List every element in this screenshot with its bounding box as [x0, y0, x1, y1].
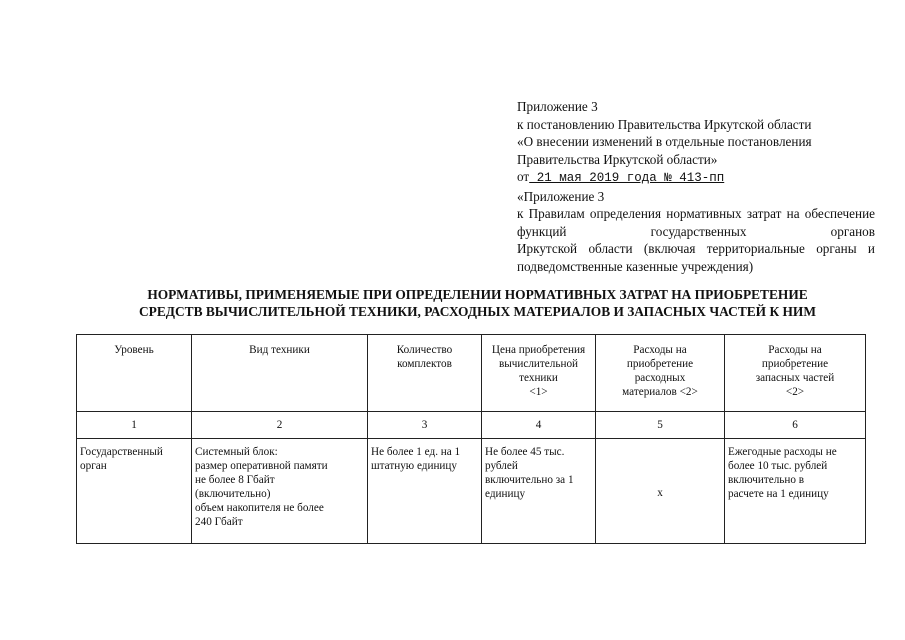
norms-table — [76, 334, 866, 544]
header-appendix-label: Приложение 3 — [517, 99, 598, 114]
appendix-header — [517, 98, 875, 275]
header-spare-parts: Расходы на приобретение запасных частей <2> — [725, 335, 866, 412]
table-column-numbers-row — [77, 412, 866, 439]
table-header-row — [77, 335, 866, 412]
header-price: Цена приобретения вычислительной техники <1> — [482, 335, 596, 412]
document-title-line-1: НОРМАТИВЫ, ПРИМЕНЯЕМЫЕ ПРИ ОПРЕДЕЛЕНИИ НОРМАТИВНЫХ ЗАТРАТ НА ПРИОБРЕТЕНИЕ — [147, 287, 808, 302]
document-title-line-2: СРЕДСТВ ВЫЧИСЛИТЕЛЬНОЙ ТЕХНИКИ, РАСХОДНЫХ МАТЕРИАЛОВ И ЗАПАСНЫХ ЧАСТЕЙ К НИМ — [139, 304, 816, 319]
column-number: 5 — [596, 412, 725, 439]
cell-level: Государственный орган — [77, 439, 192, 544]
cell-price: Не более 45 тыс. рублей включительно за 1 единицу — [482, 439, 596, 544]
table-row — [77, 439, 866, 544]
cell-equipment-type: Системный блок: размер оперативной памяти не более 8 Гбайт (включительно) объем накопителя не более 240 Гбайт — [192, 439, 368, 544]
header-resolution-ref: к постановлению Правительства Иркутской области — [517, 116, 812, 132]
header-equipment-type: Вид техники — [192, 335, 368, 412]
cell-quantity: Не более 1 ед. на 1 штатную единицу — [368, 439, 482, 544]
column-number: 2 — [192, 412, 368, 439]
header-rules-ref-rest: Иркутской области (включая территориальные органы и подведомственные казенные учреждения) — [517, 241, 875, 274]
header-date-line — [517, 168, 875, 188]
document-title — [60, 286, 895, 320]
cell-spare-parts: Ежегодные расходы не более 10 тыс. рублей включительно в расчете на 1 единицу — [725, 439, 866, 544]
column-number: 3 — [368, 412, 482, 439]
column-number: 4 — [482, 412, 596, 439]
header-consumables: Расходы на приобретение расходных материалов <2> — [596, 335, 725, 412]
header-date-prefix: от — [517, 169, 530, 184]
header-resolution-title-1: «О внесении изменений в отдельные постановления — [517, 134, 812, 149]
cell-consumables: х — [596, 439, 725, 544]
header-date-value: 21 мая 2019 года № 413-пп — [529, 171, 725, 185]
column-number: 6 — [725, 412, 866, 439]
header-level: Уровень — [77, 335, 192, 412]
header-quantity: Количество комплектов — [368, 335, 482, 412]
header-rules-ref-first: к Правилам определения нормативных затрат на обеспечение функций государственных органов — [517, 206, 875, 239]
header-resolution-title-2: Правительства Иркутской области» — [517, 151, 718, 167]
header-inner-appendix-label: «Приложение 3 — [517, 188, 605, 204]
column-number: 1 — [77, 412, 192, 439]
